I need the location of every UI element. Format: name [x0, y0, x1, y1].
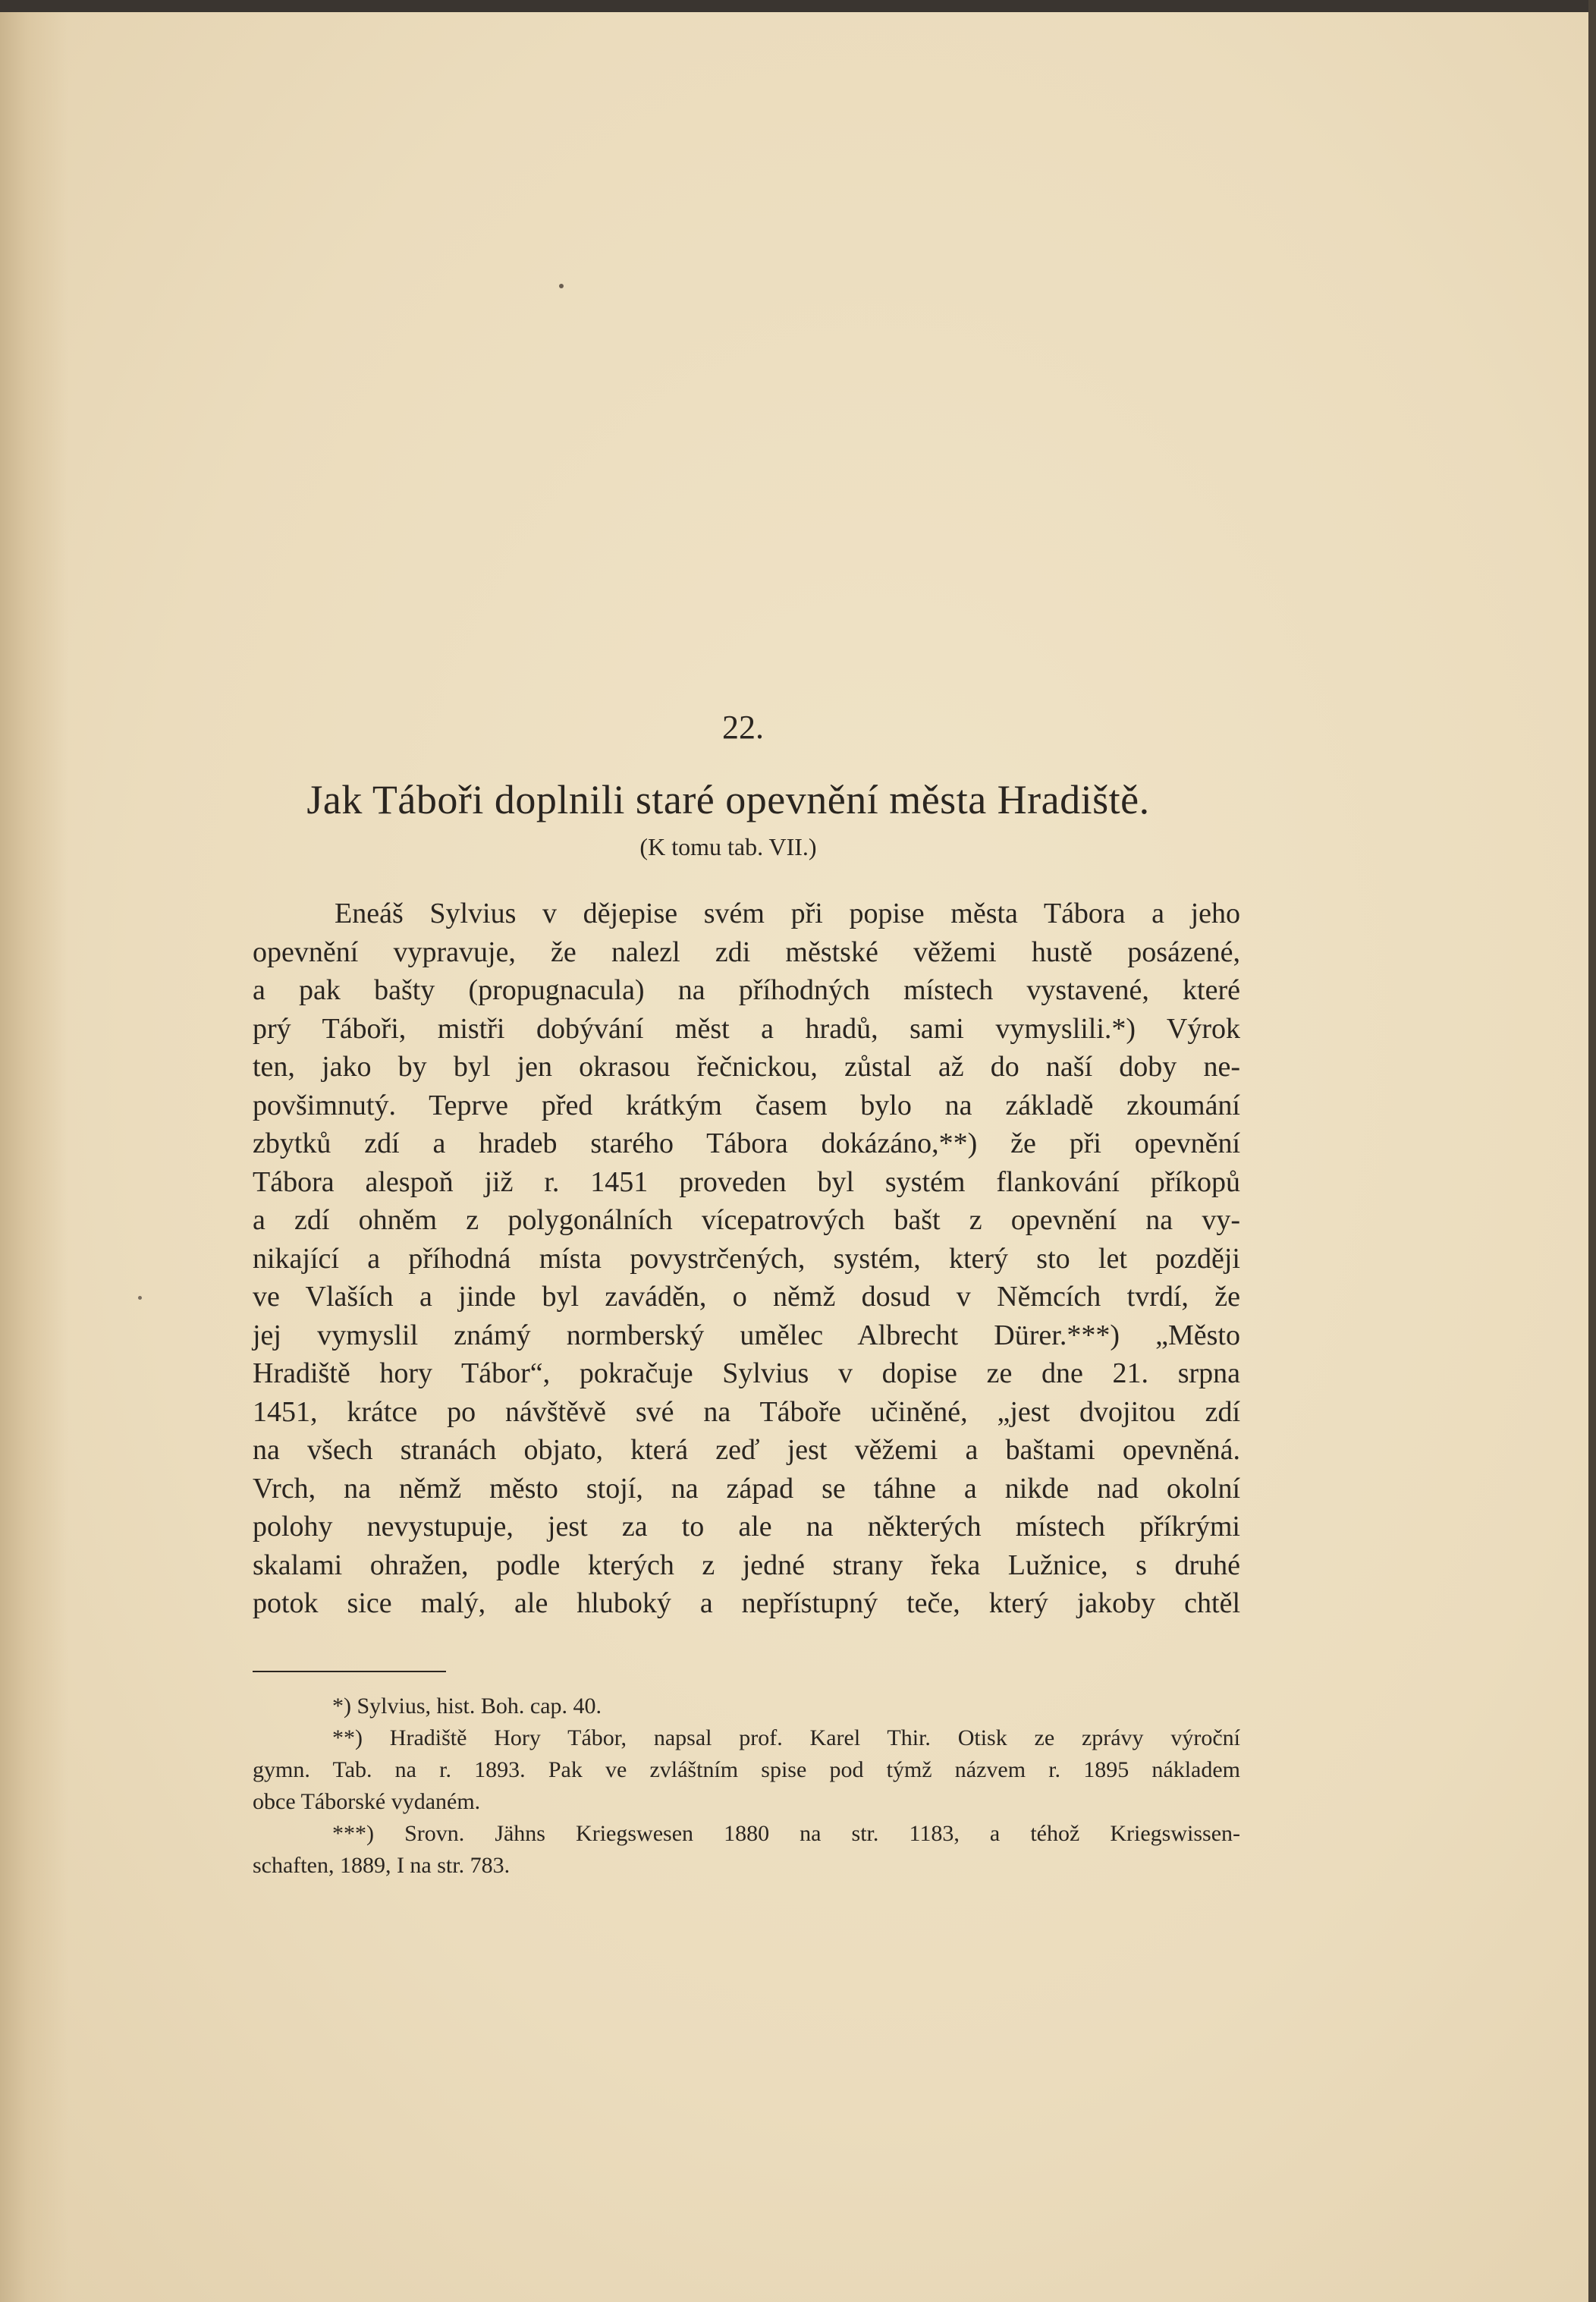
text-line: Eneáš Sylvius v dějepise svém při popise města Tábora a jeho	[335, 898, 1240, 929]
text-line: prý Táboři, mistři dobývání měst a hradů, sami vymyslili.*) Výrok	[253, 1012, 1240, 1045]
text-line: povšimnutý. Teprve před krátkým časem bylo na základě zkoumání	[253, 1089, 1240, 1121]
binding-shadow	[0, 12, 68, 2302]
text-line: a zdí ohněm z polygonálních vícepatrových bašt z opevnění na vy-	[253, 1204, 1240, 1236]
text-line: nikající a příhodná místa povystrčených, systém, který sto let později	[253, 1242, 1240, 1275]
scan-top-edge	[0, 0, 1596, 12]
footnotes	[253, 1690, 1240, 1882]
text-line: potok sice malý, ale hluboký a nepřístupný teče, který jakoby chtěl	[253, 1587, 1240, 1619]
text-line: ve Vlaších a jinde byl zaváděn, o němž dosud v Němcích tvrdí, že	[253, 1281, 1240, 1313]
text-line: na všech stranách objato, která zeď jest věžemi a baštami opevněná.	[253, 1434, 1240, 1466]
text-line: polohy nevystupuje, jest za to ale na některých místech příkrými	[253, 1511, 1240, 1543]
footnote-line: obce Táborské vydaném.	[253, 1789, 481, 1814]
footnote-line: ***) Srovn. Jähns Kriegswesen 1880 na str. 1183, a téhož Kriegswissen-	[332, 1821, 1240, 1846]
footnote-line: gymn. Tab. na r. 1893. Pak ve zvláštním spise pod týmž názvem r. 1895 nákladem	[253, 1757, 1240, 1782]
text-line: 1451, krátce po návštěvě své na Táboře učiněné, „jest dvojitou zdí	[253, 1395, 1240, 1428]
footnote-line: **) Hradiště Hory Tábor, napsal prof. Karel Thir. Otisk ze zprávy výroční	[332, 1725, 1240, 1750]
footnote-separator	[253, 1671, 446, 1672]
ink-speck	[559, 284, 564, 288]
body-paragraph	[253, 895, 1240, 1623]
text-line: ten, jako by byl jen okrasou řečnickou, zůstal až do naší doby ne-	[253, 1051, 1240, 1083]
text-line: opevnění vypravuje, že nalezl zdi městské věžemi hustě posázené,	[253, 936, 1240, 968]
footnote-line: *) Sylvius, hist. Boh. cap. 40.	[332, 1693, 602, 1719]
chapter-subtitle: (K tomu tab. VII.)	[639, 833, 817, 860]
text-line: a pak bašty (propugnacula) na příhodných místech vystavené, které	[253, 974, 1240, 1006]
footnote-line: schaften, 1889, I na str. 783.	[253, 1853, 511, 1878]
text-line: zbytků zdí a hradeb starého Tábora dokázáno,**) že při opevnění	[253, 1127, 1240, 1159]
text-line: Vrch, na němž město stojí, na západ se táhne a nikde nad okolní	[253, 1472, 1240, 1505]
text-line: Hradiště hory Tábor“, pokračuje Sylvius v dopise ze dne 21. srpna	[253, 1357, 1240, 1389]
chapter-title: Jak Táboři doplnili staré opevnění města Hradiště.	[306, 777, 1150, 822]
page-number: 22.	[722, 709, 764, 746]
text-line: Tábora alespoň již r. 1451 proveden byl systém flankování příkopů	[253, 1165, 1240, 1198]
scan-right-edge	[1588, 0, 1596, 2302]
ink-speck-margin	[138, 1296, 142, 1300]
text-line: jej vymyslil známý normberský umělec Albrecht Dürer.***) „Město	[253, 1319, 1240, 1351]
text-line: skalami ohražen, podle kterých z jedné strany řeka Lužnice, s druhé	[253, 1549, 1240, 1581]
